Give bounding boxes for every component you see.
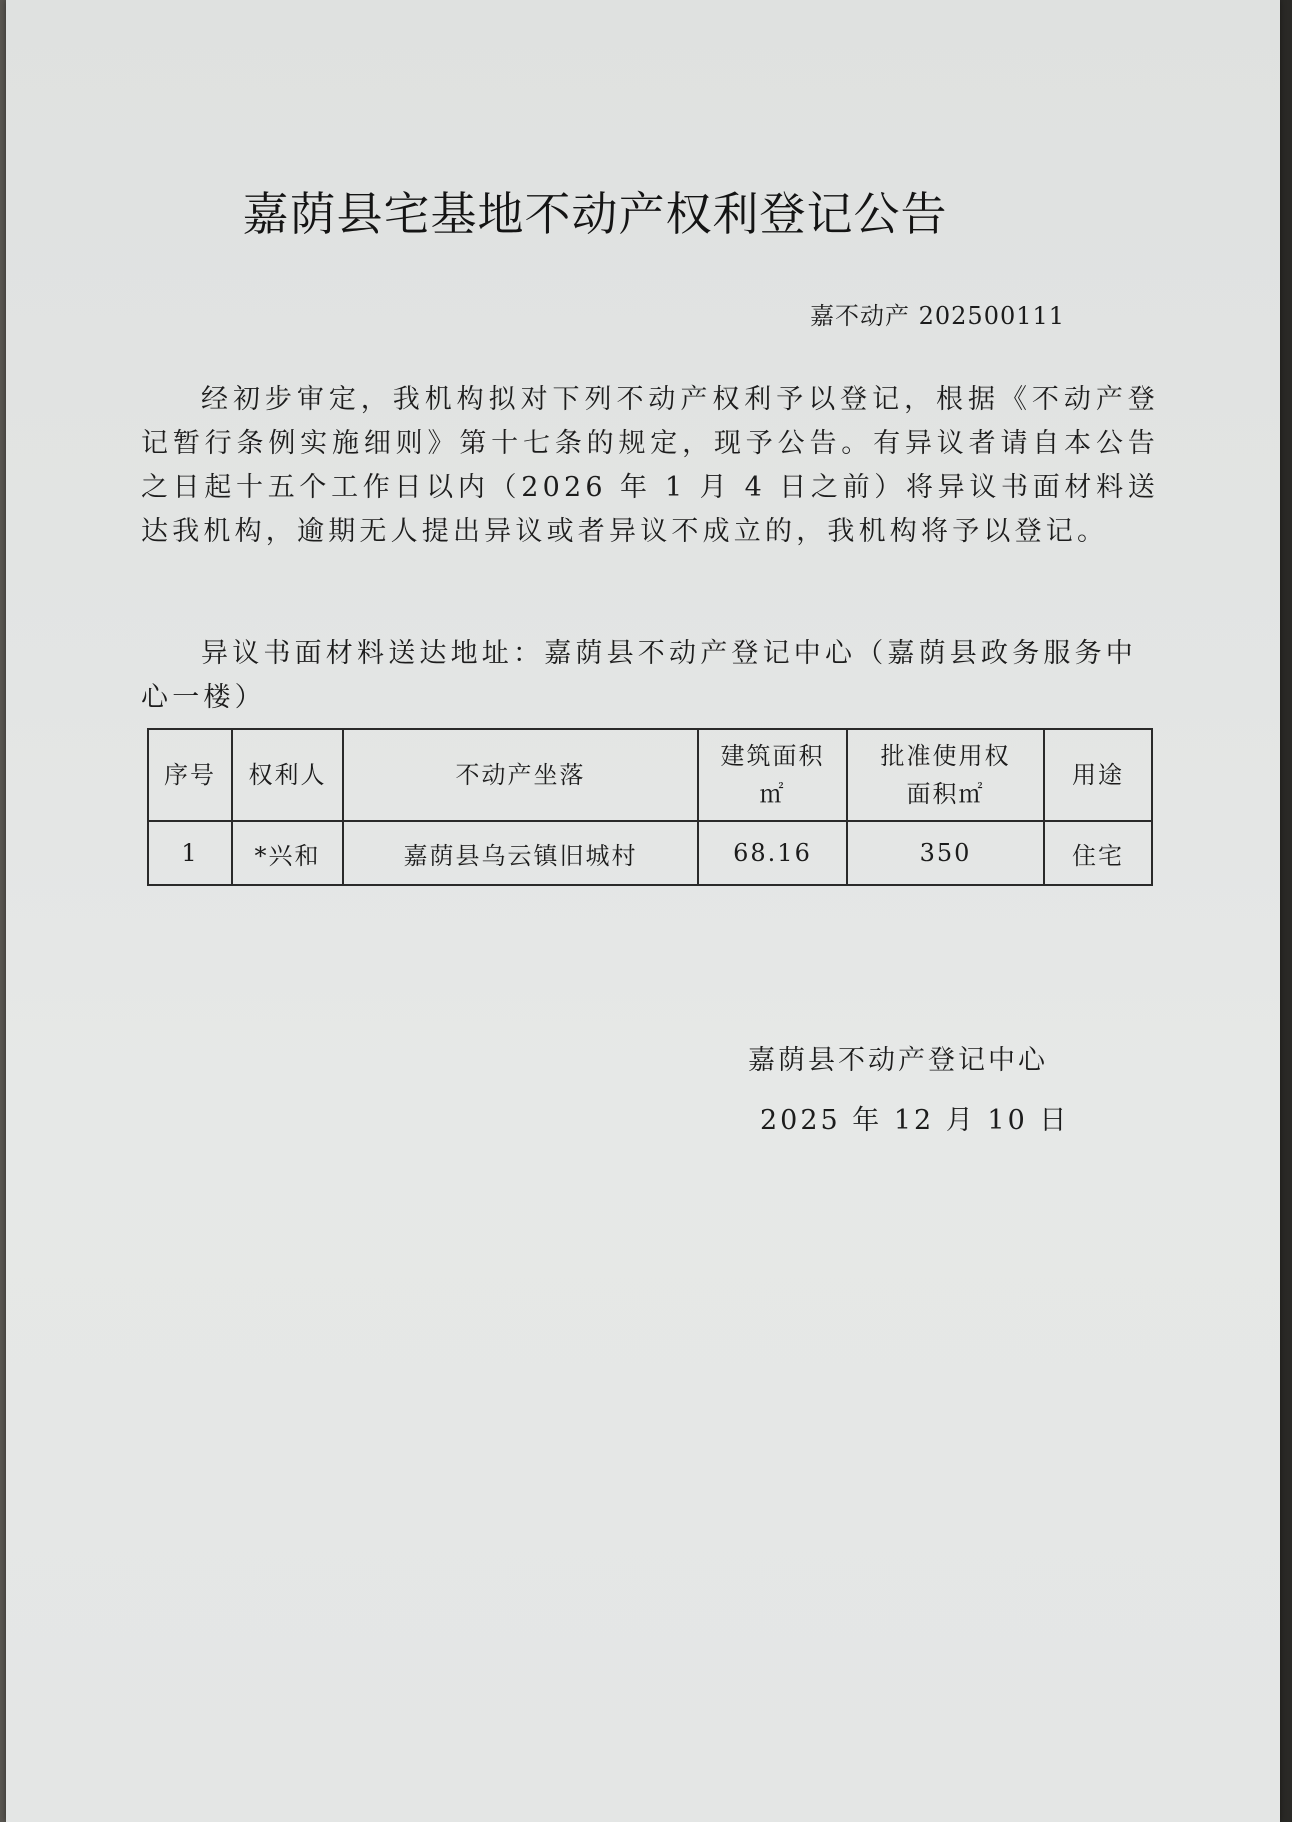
header-location: 不动产坐落 [343,729,698,821]
header-approved-land-area: 批准使用权面积㎡ [847,729,1044,821]
registration-table [147,728,1153,886]
notice-paragraph: 经初步审定，我机构拟对下列不动产权利予以登记，根据《不动产登记暂行条例实施细则》第十七条的规定，现予公告。有异议者请自本公告之日起十五个工作日以内（2026 年 1 月 4 日之前）将异议书面材料送达我机构，逾期无人提出异议或者异议不成立的，我机构将予以登记。 [141,384,1159,547]
header-building-area: 建筑面积㎡ [698,729,847,821]
table-row [148,821,1152,885]
cell-location: 嘉荫县乌云镇旧城村 [343,821,698,885]
notice-title: 嘉荫县宅基地不动产权利登记公告 [242,187,948,241]
header-usage: 用途 [1044,729,1152,821]
cell-usage: 住宅 [1044,821,1152,885]
cell-right-holder: *兴和 [232,821,343,885]
issuer-name: 嘉荫县不动产登记中心 [748,1045,1048,1076]
header-right-holder: 权利人 [232,729,343,821]
header-serial: 序号 [148,729,232,821]
issue-date: 2025 年 12 月 10 日 [760,1105,1070,1136]
objection-address: 异议书面材料送达地址：嘉荫县不动产登记中心（嘉荫县政务服务中心一楼） [141,638,1137,713]
table-header-row [148,729,1152,821]
cell-building-area: 68.16 [698,821,847,885]
document-number: 嘉不动产 202500111 [810,302,1066,330]
cell-approved-land-area: 350 [847,821,1044,885]
cell-serial: 1 [148,821,232,885]
notice-paper [6,0,1280,1822]
